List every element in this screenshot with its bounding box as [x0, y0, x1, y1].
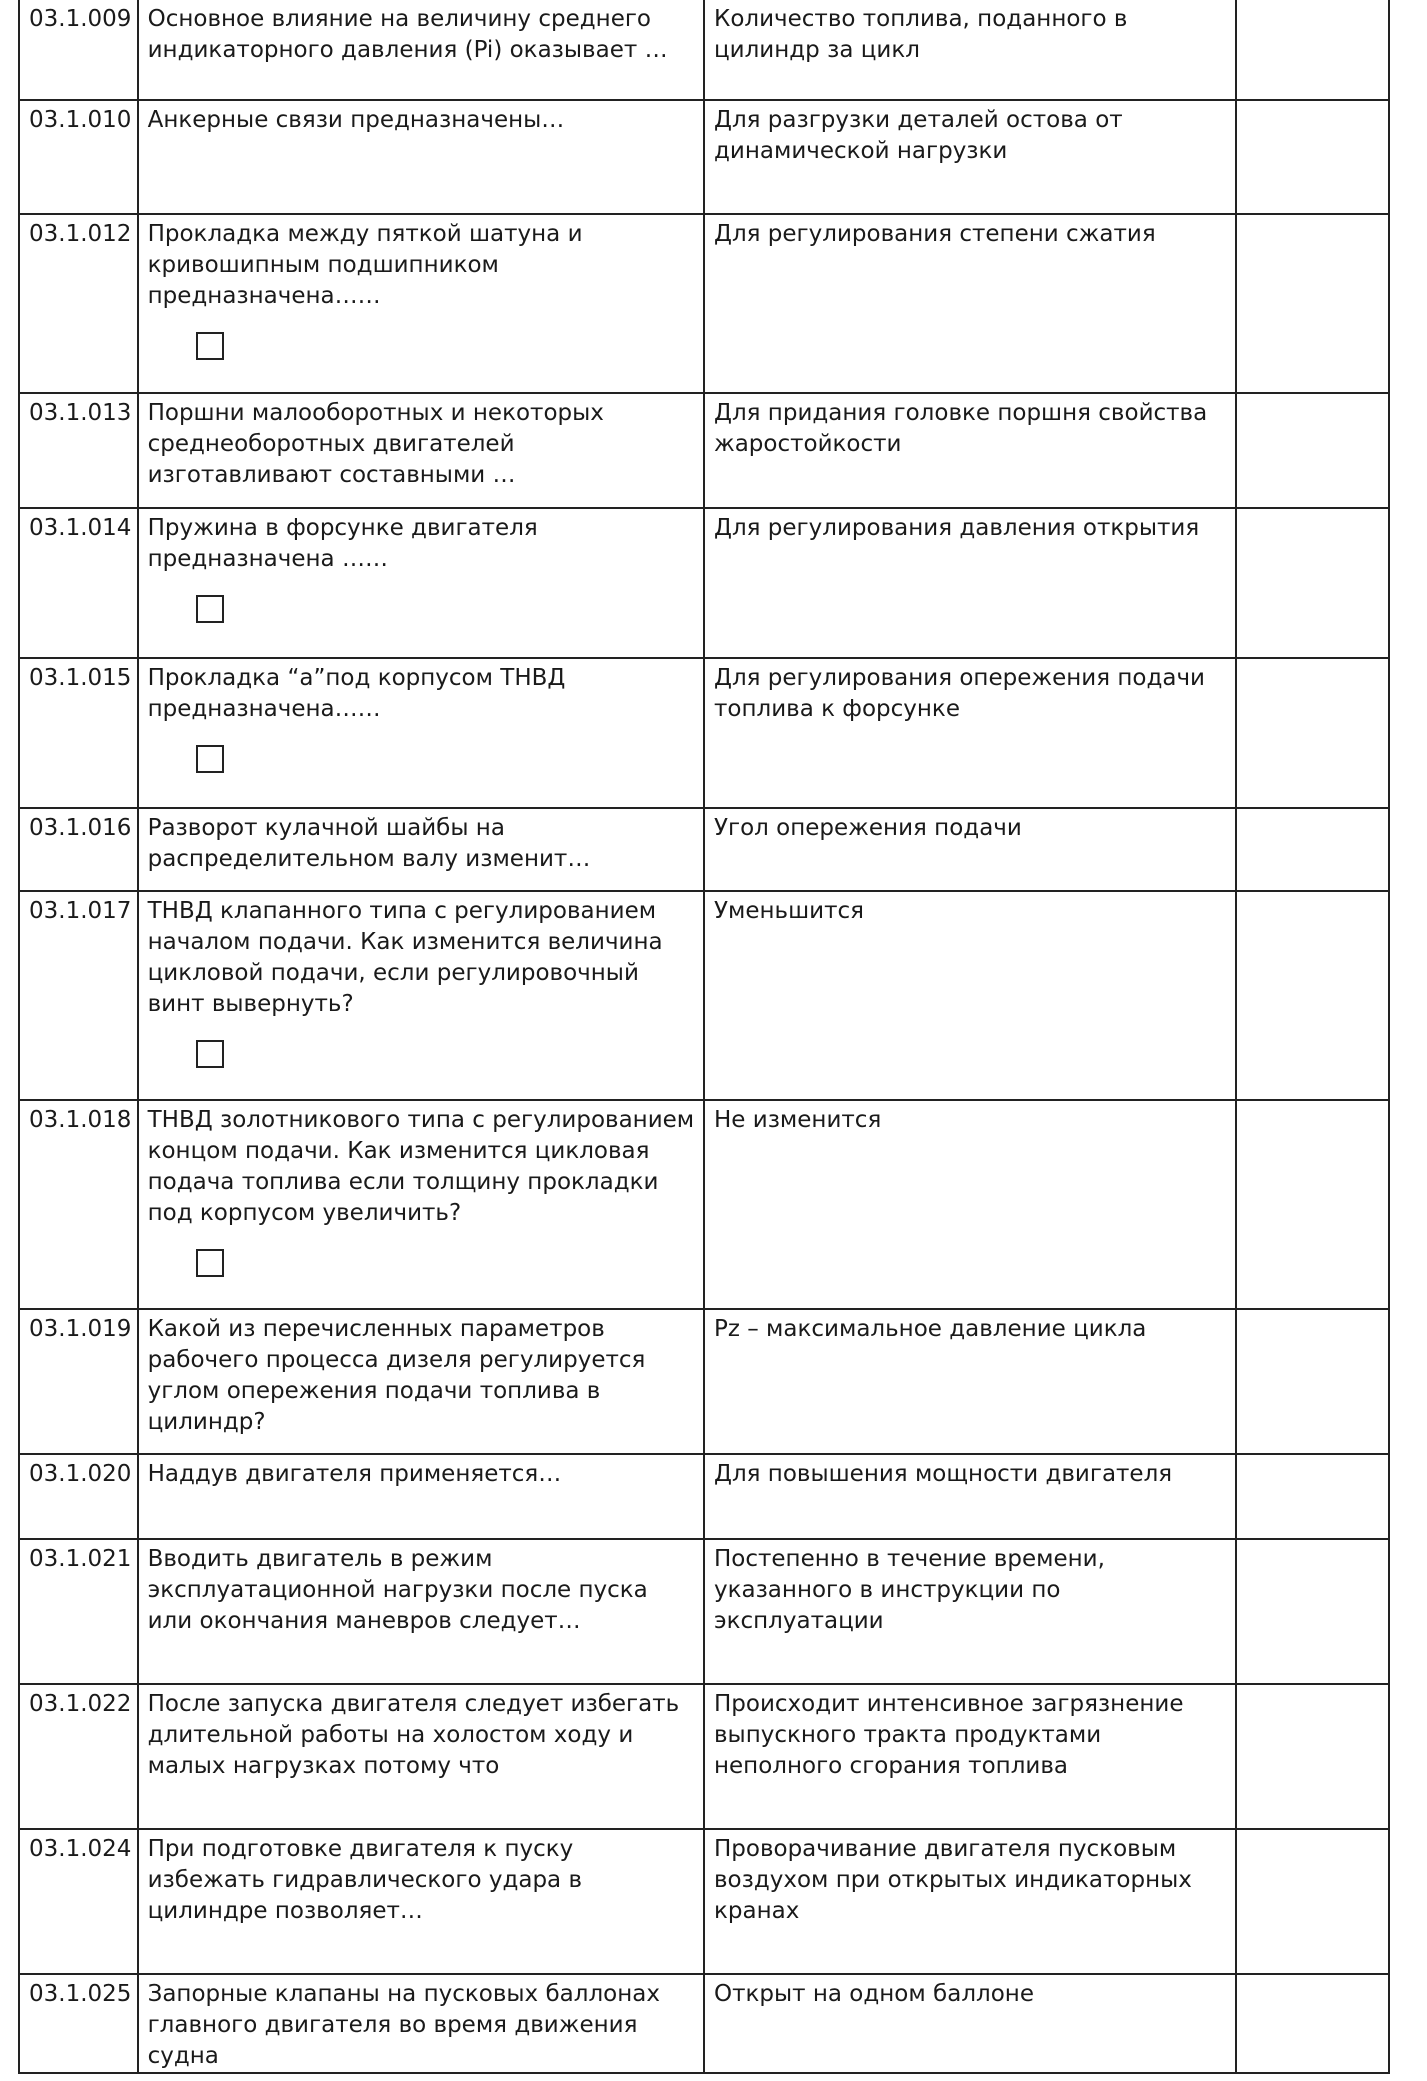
- answer-text: Проворачивание двигателя пусковым воздухом при открытых индикаторных кранах: [704, 1829, 1236, 1974]
- question-text: Запорные клапаны на пусковых баллонах главного двигателя во время движения судна: [147, 1981, 660, 2069]
- mark-cell: [1236, 1539, 1389, 1684]
- answer-text: Количество топлива, поданного в цилиндр за цикл: [704, 0, 1236, 100]
- table-row: [19, 1454, 1389, 1539]
- question-text: Наддув двигателя применяется…: [147, 1461, 562, 1487]
- question-text: Прокладка между пяткой шатуна и кривошипным подшипником предназначена……: [147, 221, 583, 309]
- question-code: 03.1.025: [19, 1974, 138, 2073]
- question-text: Разворот кулачной шайбы на распределительном валу изменит…: [147, 815, 591, 872]
- question-cell: [138, 1829, 704, 1974]
- question-code: 03.1.022: [19, 1684, 138, 1829]
- answer-checkbox[interactable]: [196, 332, 224, 360]
- question-code: 03.1.017: [19, 891, 138, 1100]
- question-cell: [138, 393, 704, 508]
- table-row: [19, 658, 1389, 808]
- mark-cell: [1236, 0, 1389, 100]
- table-row: [19, 0, 1389, 100]
- table-row: [19, 1829, 1389, 1974]
- mark-cell: [1236, 1974, 1389, 2073]
- answer-text: Открыт на одном баллоне: [704, 1974, 1236, 2073]
- question-cell: [138, 1539, 704, 1684]
- table-row: [19, 508, 1389, 658]
- answer-text: Для повышения мощности двигателя: [704, 1454, 1236, 1539]
- question-text: Прокладка “а”под корпусом ТНВД предназначена……: [147, 665, 566, 722]
- mark-cell: [1236, 1454, 1389, 1539]
- question-cell: [138, 1309, 704, 1454]
- question-code: 03.1.010: [19, 100, 138, 214]
- question-code: 03.1.014: [19, 508, 138, 658]
- question-cell: [138, 100, 704, 214]
- mark-cell: [1236, 214, 1389, 393]
- mark-cell: [1236, 1100, 1389, 1309]
- question-code: 03.1.018: [19, 1100, 138, 1309]
- table-row: [19, 1539, 1389, 1684]
- question-code: 03.1.021: [19, 1539, 138, 1684]
- question-code: 03.1.016: [19, 808, 138, 891]
- question-text: Анкерные связи предназначены…: [147, 107, 565, 133]
- mark-cell: [1236, 1684, 1389, 1829]
- table-row: [19, 1309, 1389, 1454]
- answer-text: Pz – максимальное давление цикла: [704, 1309, 1236, 1454]
- answer-text: Угол опережения подачи: [704, 808, 1236, 891]
- question-cell: [138, 1454, 704, 1539]
- mark-cell: [1236, 100, 1389, 214]
- answer-text: Постепенно в течение времени, указанного в инструкции по эксплуатации: [704, 1539, 1236, 1684]
- question-text: Вводить двигатель в режим эксплуатационной нагрузки после пуска или окончания маневров следует…: [147, 1546, 648, 1634]
- question-code: 03.1.012: [19, 214, 138, 393]
- question-answer-table: [18, 0, 1390, 2074]
- answer-checkbox[interactable]: [196, 745, 224, 773]
- answer-text: Для регулирования опережения подачи топлива к форсунке: [704, 658, 1236, 808]
- answer-text: Происходит интенсивное загрязнение выпускного тракта продуктами неполного сгорания топлива: [704, 1684, 1236, 1829]
- mark-cell: [1236, 1829, 1389, 1974]
- mark-cell: [1236, 508, 1389, 658]
- question-text: При подготовке двигателя к пуску избежать гидравлического удара в цилиндре позволяет…: [147, 1836, 582, 1924]
- question-cell: [138, 0, 704, 100]
- question-code: 03.1.009: [19, 0, 138, 100]
- question-code: 03.1.019: [19, 1309, 138, 1454]
- table-row: [19, 1974, 1389, 2073]
- answer-text: Не изменится: [704, 1100, 1236, 1309]
- answer-text: Для придания головке поршня свойства жаростойкости: [704, 393, 1236, 508]
- question-cell: [138, 891, 704, 1100]
- mark-cell: [1236, 1309, 1389, 1454]
- question-text: ТНВД золотникового типа с регулированием концом подачи. Как изменится цикловая подача топлива если толщину прокладки под корпусом увеличить?: [147, 1107, 695, 1226]
- mark-cell: [1236, 393, 1389, 508]
- answer-checkbox[interactable]: [196, 595, 224, 623]
- table-row: [19, 891, 1389, 1100]
- mark-cell: [1236, 891, 1389, 1100]
- question-code: 03.1.020: [19, 1454, 138, 1539]
- table-row: [19, 100, 1389, 214]
- question-code: 03.1.015: [19, 658, 138, 808]
- mark-cell: [1236, 658, 1389, 808]
- answer-checkbox[interactable]: [196, 1249, 224, 1277]
- answer-text: Для регулирования давления открытия: [704, 508, 1236, 658]
- question-cell: [138, 1100, 704, 1309]
- question-code: 03.1.024: [19, 1829, 138, 1974]
- question-cell: [138, 214, 704, 393]
- question-text: Основное влияние на величину среднего индикаторного давления (Pi) оказывает …: [147, 6, 668, 63]
- table-row: [19, 393, 1389, 508]
- question-text: Пружина в форсунке двигателя предназначена ……: [147, 515, 538, 572]
- question-cell: [138, 808, 704, 891]
- question-cell: [138, 1974, 704, 2073]
- mark-cell: [1236, 808, 1389, 891]
- question-text: После запуска двигателя следует избегать длительной работы на холостом ходу и малых нагрузках потому что: [147, 1691, 680, 1779]
- answer-text: Для регулирования степени сжатия: [704, 214, 1236, 393]
- table-row: [19, 1684, 1389, 1829]
- question-text: ТНВД клапанного типа с регулированием началом подачи. Как изменится величина цикловой подачи, если регулировочный винт вывернуть?: [147, 898, 663, 1017]
- question-cell: [138, 658, 704, 808]
- question-cell: [138, 508, 704, 658]
- answer-text: Уменьшится: [704, 891, 1236, 1100]
- answer-checkbox[interactable]: [196, 1040, 224, 1068]
- answer-text: Для разгрузки деталей остова от динамической нагрузки: [704, 100, 1236, 214]
- table-row: [19, 214, 1389, 393]
- table-row: [19, 808, 1389, 891]
- question-text: Поршни малооборотных и некоторых среднеоборотных двигателей изготавливают составными …: [147, 400, 604, 488]
- question-cell: [138, 1684, 704, 1829]
- question-text: Какой из перечисленных параметров рабочего процесса дизеля регулируется углом опережения подачи топлива в цилиндр?: [147, 1316, 646, 1435]
- question-answer-sheet: [18, 0, 1390, 2074]
- table-row: [19, 1100, 1389, 1309]
- question-code: 03.1.013: [19, 393, 138, 508]
